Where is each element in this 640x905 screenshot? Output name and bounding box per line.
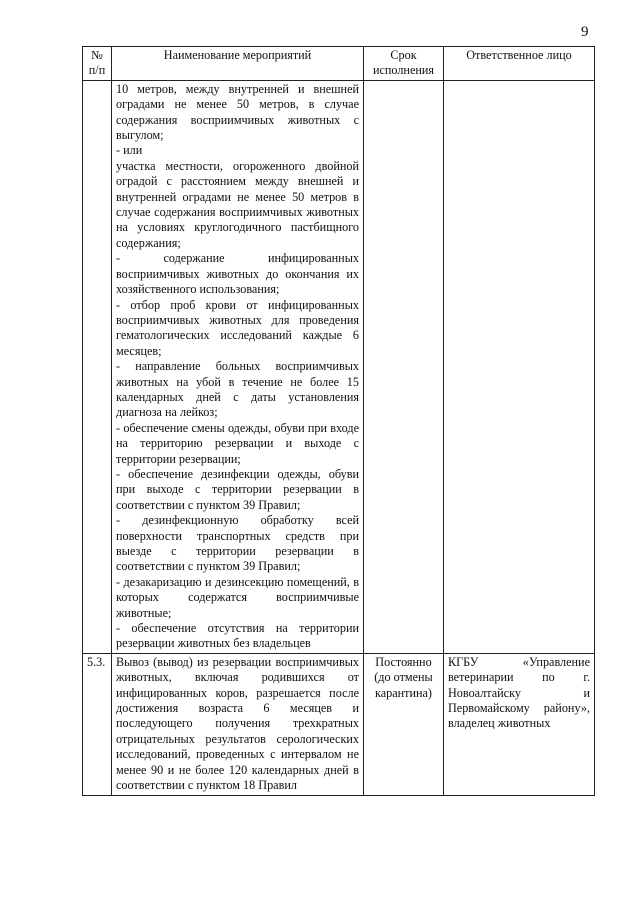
- header-responsible: Ответственное лицо: [444, 47, 595, 81]
- header-name: Наименование мероприятий: [112, 47, 364, 81]
- continuation-line: - отбор проб крови от инфицированных восприимчивых животных для проведения гематологических исследований каждые 6 месяцев;: [116, 297, 359, 358]
- continuation-line: - дезинфекционную обработку всей поверхности транспортных средств при выезде с территории резервации в соответствии с пунктом 39 Правил;: [116, 513, 359, 574]
- page-number: 9: [581, 24, 589, 40]
- header-term: Срок исполнения: [364, 47, 444, 81]
- cell-continuation-text: [112, 80, 364, 653]
- cell-term-empty: [364, 80, 444, 653]
- continuation-line: - обеспечение смены одежды, обуви при входе на территорию резервации и выходе с территории резервации;: [116, 420, 359, 466]
- table-row-item: [83, 653, 595, 795]
- table-row-continuation: [83, 80, 595, 653]
- header-num: № п/п: [83, 47, 112, 81]
- continuation-line: - или: [116, 143, 143, 158]
- continuation-line: - обеспечение отсутствия на территории резервации животных без владельцев: [116, 621, 359, 651]
- continuation-line: - обеспечение дезинфекции одежды, обуви при выходе с территории резервации в соответствии с пунктом 39 Правил;: [116, 466, 359, 512]
- cell-num-empty: [83, 80, 112, 653]
- cell-item-name: [112, 653, 364, 795]
- continuation-line: 10 метров, между внутренней и внешней оградами не менее 50 метров, в случае содержания восприимчивых животных с выгулом;: [116, 81, 359, 143]
- continuation-line: - содержание инфицированных восприимчивых животных до окончания их хозяйственного использования;: [116, 251, 359, 297]
- continuation-line: участка местности, огороженного двойной оградой с расстоянием между внешней и внутренней оградами не менее 50 метров в случае содержания восприимчивых животных на условиях круглогодичного пастбищного содержания;: [116, 158, 359, 250]
- continuation-line: - дезакаризацию и дезинсекцию помещений, в которых содержатся восприимчивые животные;: [116, 574, 359, 620]
- measures-table: [82, 46, 595, 796]
- item-text: Вывоз (вывод) из резервации восприимчивых животных, включая родившихся от инфицированных коров, разрешается после достижения возраста 6 месяцев и последующего получения трехкратных отрицательных результатов серологических исследований, проведенных с интервалом не менее 90 и не более 120 календарных дней в соответствии с пунктом 18 Правил: [116, 654, 359, 793]
- cell-item-num: 5.3.: [83, 653, 112, 795]
- cell-responsible-empty: [444, 80, 595, 653]
- table-header-row: [83, 47, 595, 81]
- cell-item-responsible: КГБУ «Управление ветеринарии по г. Новоалтайску и Первомайскому району», владелец животных: [444, 653, 595, 795]
- cell-item-term: Постоянно (до отмены карантина): [364, 653, 444, 795]
- continuation-line: - направление больных восприимчивых животных на убой в течение не более 15 календарных дней с даты установления диагноза на лейкоз;: [116, 359, 359, 420]
